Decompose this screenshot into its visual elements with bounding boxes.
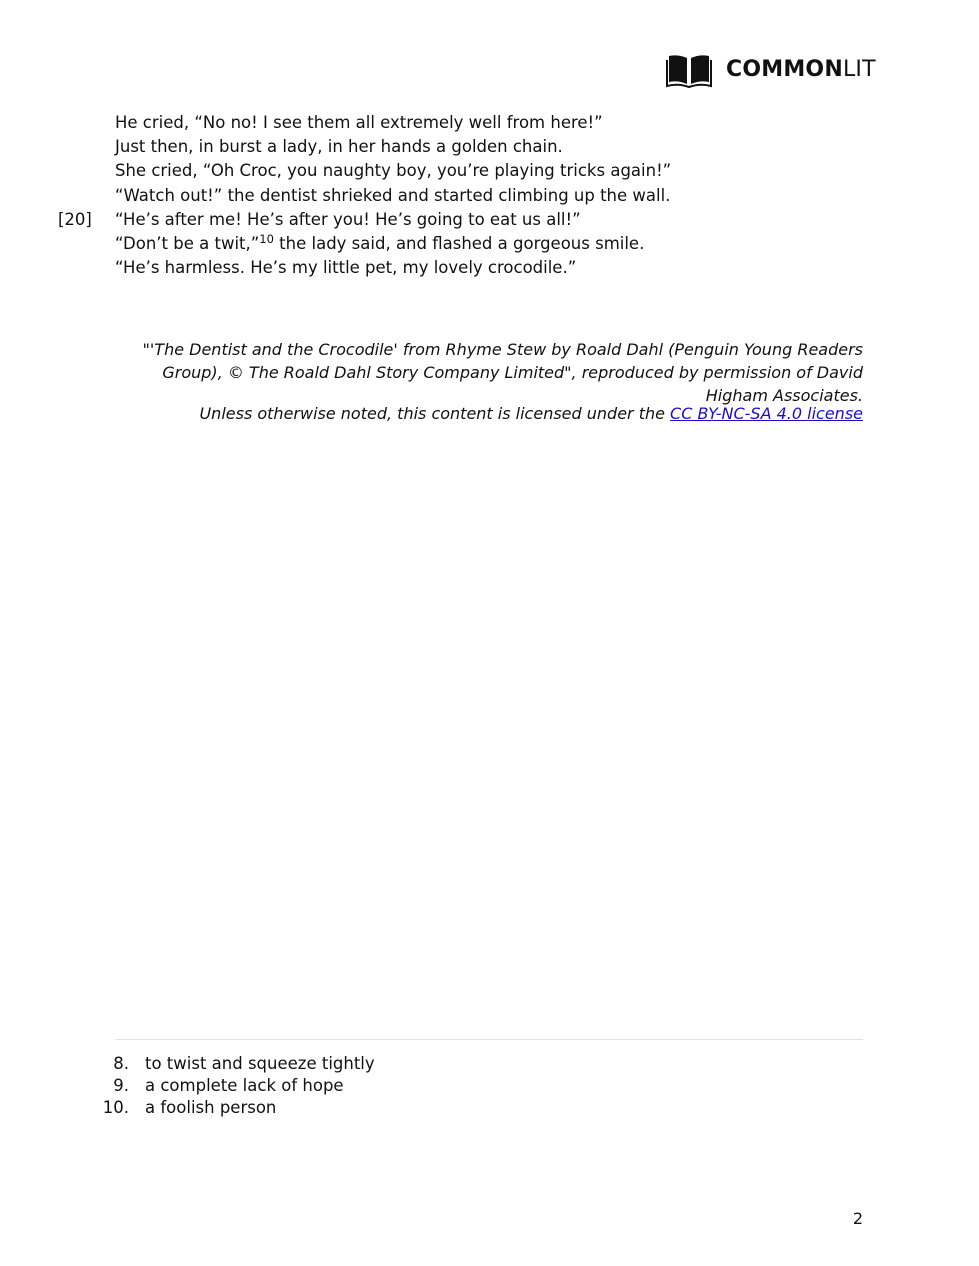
poem-line-text-start: “Don’t be a twit,”: [115, 233, 260, 253]
footnote-item: [0, 1075, 979, 1097]
footnote-number: 8.: [113, 1054, 129, 1073]
poem-line-text: [115, 232, 644, 256]
page-number: 2: [852, 1209, 863, 1228]
poem-line: [0, 135, 979, 159]
brand-name: [726, 59, 876, 81]
poem-excerpt: [0, 111, 979, 280]
source-citation: "'The Dentist and the Crocodile' from Rhyme Stew by Roald Dahl (Penguin Young Readers Group), © The Roald Dahl Story Company Limited", reproduced by permission of David Higham Associates.: [142, 340, 863, 405]
poem-line-text: “He’s harmless. He’s my little pet, my lovely crocodile.”: [115, 258, 577, 278]
footnote-definition: a foolish person: [145, 1098, 277, 1117]
footnote-definition: a complete lack of hope: [145, 1076, 344, 1095]
poem-line-text: “Watch out!” the dentist shrieked and started climbing up the wall.: [115, 185, 671, 205]
footnotes-list: [0, 1053, 979, 1119]
footnote-item: [0, 1097, 979, 1119]
license-prefix: Unless otherwise noted, this content is licensed under the: [199, 404, 671, 423]
footnote-definition: to twist and squeeze tightly: [145, 1054, 375, 1073]
poem-line: [0, 256, 979, 280]
open-book-icon: [666, 52, 712, 88]
poem-line-text: She cried, “Oh Croc, you naughty boy, you’re playing tricks again!”: [115, 161, 672, 181]
footnote-item: [0, 1053, 979, 1075]
poem-line: [0, 208, 979, 232]
poem-line: [0, 159, 979, 183]
poem-line-text: He cried, “No no! I see them all extremely well from here!”: [115, 113, 603, 132]
poem-line: [0, 232, 979, 256]
poem-line: [0, 111, 979, 135]
footnote-number: 10.: [102, 1098, 129, 1117]
brand-name-light: LIT: [842, 57, 876, 82]
commonlit-logo: [666, 52, 876, 88]
brand-name-bold: COMMON: [726, 57, 843, 82]
footnote-ref-10[interactable]: 10: [259, 231, 274, 246]
footnote-divider: [115, 1039, 863, 1040]
footnote-number: 9.: [113, 1076, 129, 1095]
license-notice: [103, 402, 863, 425]
poem-line-text: Just then, in burst a lady, in her hands a golden chain.: [115, 137, 563, 157]
poem-line-text: “He’s after me! He’s after you! He’s going to eat us all!”: [115, 209, 581, 229]
license-link[interactable]: CC BY-NC-SA 4.0 license: [670, 404, 863, 423]
poem-line-text-end: the lady said, and flashed a gorgeous smile.: [273, 233, 645, 253]
poem-line: [0, 184, 979, 208]
line-number: [20]: [58, 209, 92, 229]
